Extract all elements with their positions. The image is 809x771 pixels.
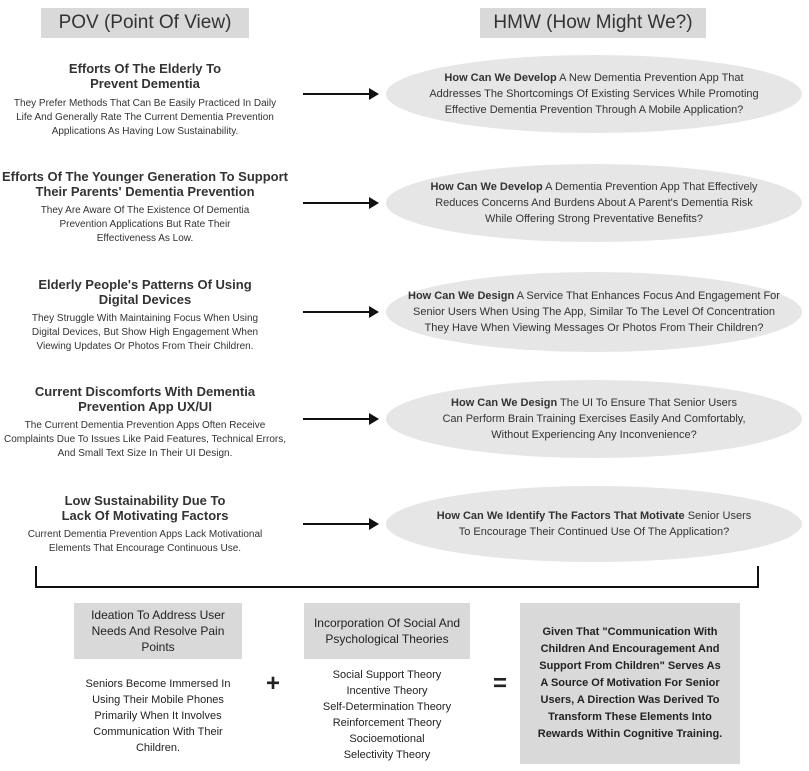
pov-description: The Current Dementia Prevention Apps Often Receive Complaints Due To Issues Like Paid Features, Technical Errors, And Small Text Size In Their UI Design. <box>4 420 286 459</box>
hmw-text: A New Dementia Prevention App That Addresses The Shortcomings Of Existing Services While Promoting Effective Dementia Prevention Through A Mobile Application? <box>429 72 759 116</box>
hmw-lead: How Can We Design <box>451 397 558 409</box>
theory-item: Socioemotional Selectivity Theory <box>343 733 431 761</box>
hmw-header: HMW (How Might We?) <box>480 8 706 38</box>
hmw-lead: How Can We Develop <box>444 72 557 84</box>
hmw-text: Senior Users To Encourage Their Continued Use Of The Application? <box>458 510 752 538</box>
theory-item: Reinforcement Theory <box>332 717 442 729</box>
theory-item: Incentive Theory <box>346 685 428 697</box>
hmw-lead: How Can We Develop <box>430 181 543 193</box>
pov-title: Efforts Of The Younger Generation To Support Their Parents' Dementia Prevention <box>2 169 288 199</box>
pov-title: Low Sustainability Due To Lack Of Motivating Factors <box>61 493 229 523</box>
theories-list <box>304 667 470 763</box>
hmw-lead: How Can We Identify The Factors That Motivate <box>436 510 685 522</box>
pov-header: POV (Point Of View) <box>41 8 249 38</box>
ideation-box-title: Ideation To Address User Needs And Resolve Pain Points <box>74 603 242 659</box>
result-box: Given That "Communication With Children And Encouragement And Support From Children" Serves As A Source Of Motivation For Senior Users, A Direction Was Derived To Transform These Elements Into Rewards Within Cognitive Training. <box>520 603 740 764</box>
pov-item-1 <box>0 61 290 139</box>
arrow-right-icon <box>303 412 379 426</box>
theory-item: Self-Determination Theory <box>322 701 452 713</box>
equals-operator: = <box>492 670 507 697</box>
pov-description: Current Dementia Prevention Apps Lack Motivational Elements That Encourage Continuous Use. <box>27 529 263 554</box>
plus-operator: + <box>265 670 280 697</box>
ideation-box-body: Seniors Become Immersed In Using Their Mobile Phones Primarily When It Involves Communication With Their Children. <box>85 678 231 754</box>
arrow-right-icon <box>303 517 379 531</box>
hmw-item-2 <box>386 164 802 242</box>
pov-item-5 <box>0 493 290 556</box>
hmw-text: The UI To Ensure That Senior Users Can Perform Brain Training Exercises Easily And Comfortably, Without Experiencing Any Inconvenience? <box>442 397 746 441</box>
pov-item-4 <box>0 384 290 461</box>
arrow-right-icon <box>303 305 379 319</box>
hmw-item-4 <box>386 380 802 458</box>
pov-description: They Are Aware Of The Existence Of Dementia Prevention Applications But Rate Their Effectiveness As Low. <box>40 205 250 244</box>
pov-item-2 <box>0 169 290 246</box>
hmw-item-3 <box>386 272 802 352</box>
hmw-text: A Service That Enhances Focus And Engagement For Senior Users When Using The App, Similar To The Level Of Concentration They Have When Viewing Messages Or Photos From Their Children? <box>413 290 780 334</box>
pov-title: Elderly People's Patterns Of Using Digital Devices <box>38 277 252 307</box>
pov-title: Efforts Of The Elderly To Prevent Dementia <box>68 61 222 91</box>
arrow-right-icon <box>303 196 379 210</box>
pov-item-3 <box>0 277 290 354</box>
pov-description: They Struggle With Maintaining Focus When Using Digital Devices, But Show High Engagement When Viewing Updates Or Photos From Their Children. <box>31 313 259 352</box>
hmw-item-1 <box>386 55 802 133</box>
hmw-item-5 <box>386 486 802 562</box>
hmw-text: A Dementia Prevention App That Effectively Reduces Concerns And Burdens About A Parent's Dementia Risk While Offering Strong Preventative Benefits? <box>435 181 758 225</box>
pov-description: They Prefer Methods That Can Be Easily Practiced In Daily Life And Generally Rate The Current Dementia Prevention Applications As Having Low Sustainability. <box>13 98 277 137</box>
summary-bracket <box>35 566 759 588</box>
theory-item: Social Support Theory <box>332 669 442 681</box>
pov-title: Current Discomforts With Dementia Prevention App UX/UI <box>34 384 256 414</box>
hmw-lead: How Can We Design <box>408 290 515 302</box>
theories-box-title: Incorporation Of Social And Psychological Theories <box>304 603 470 659</box>
arrow-right-icon <box>303 87 379 101</box>
